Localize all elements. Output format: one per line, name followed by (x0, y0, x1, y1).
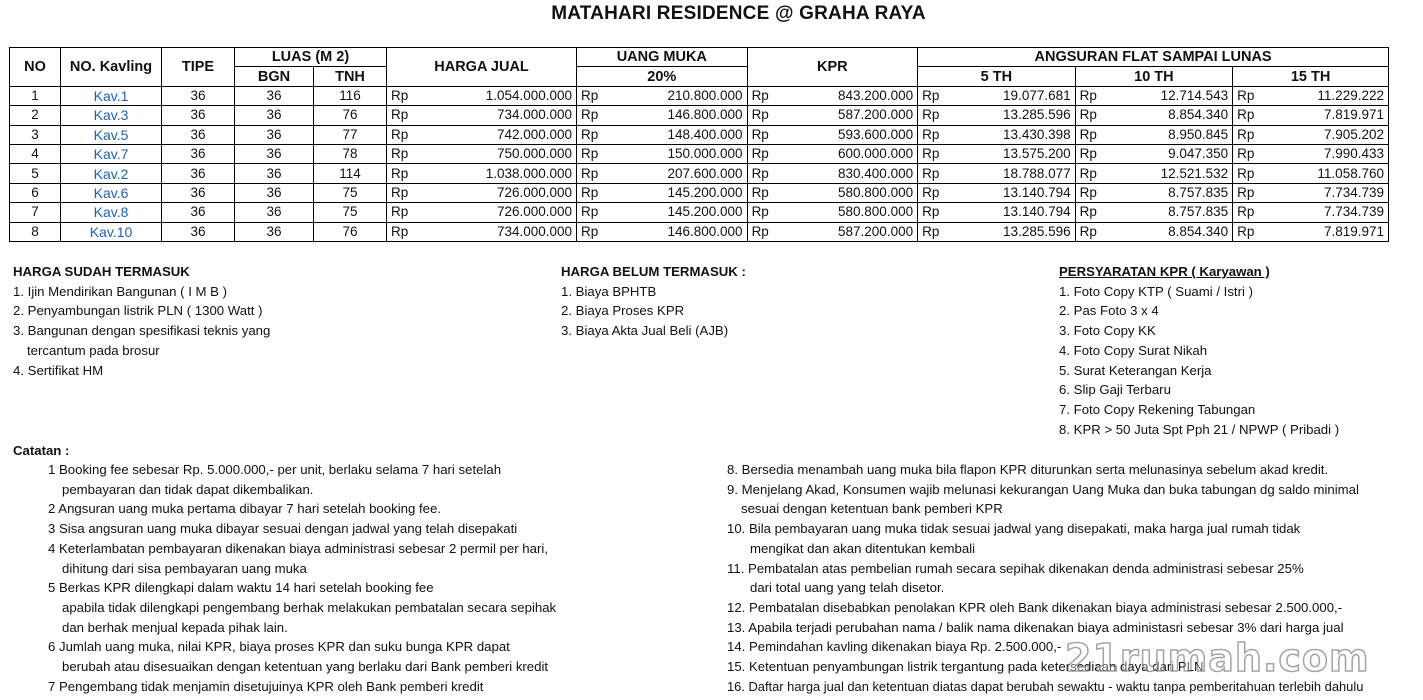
currency-label: Rp (747, 144, 773, 163)
table-row (10, 86, 1389, 105)
currency-label: Rp (747, 164, 773, 183)
col-10th: 10 TH (1075, 67, 1233, 86)
currency-label: Rp (918, 86, 944, 105)
note-line: apabila tidak dilengkapi pengembang berhak melakukan pembatalan secara sepihak (62, 599, 557, 615)
row-kavling: Kav.7 (61, 144, 162, 163)
row-dp: 145.200.000 (602, 203, 747, 222)
row-no: 3 (10, 125, 61, 144)
col-tipe: TIPE (162, 48, 235, 87)
row-kpr: 580.800.000 (773, 203, 918, 222)
row-a10: 9.047.350 (1101, 144, 1233, 163)
row-harga: 1.038.000.000 (412, 164, 576, 183)
currency-label: Rp (747, 125, 773, 144)
col-angsuran: ANGSURAN FLAT SAMPAI LUNAS (918, 48, 1389, 67)
note-line: 8. Bersedia menambah uang muka bila flapon KPR diturunkan serta melunasinya sebelum akad kredit. (727, 462, 1329, 477)
note-line: pembayaran dan tidak dapat dikembalikan. (62, 481, 314, 497)
currency-label: Rp (918, 203, 944, 222)
row-dp: 210.800.000 (602, 86, 747, 105)
price-table (9, 47, 1389, 242)
row-tipe: 36 (162, 144, 235, 163)
note-line: 9. Menjelang Akad, Konsumen wajib melunasi kekurangan Uang Muka dan buka tabungan dg saldo minimal (727, 481, 1359, 497)
row-a15: 7.990.433 (1258, 144, 1388, 163)
list-item: 4. Sertifikat HM (13, 362, 104, 378)
row-tnh: 78 (314, 144, 387, 163)
row-bgn: 36 (235, 86, 314, 105)
harga-belum (561, 262, 746, 341)
col-5th: 5 TH (918, 67, 1076, 86)
table-row (10, 106, 1389, 125)
catatan-heading-wrap (13, 441, 69, 461)
row-harga: 750.000.000 (412, 144, 576, 163)
row-kpr: 600.000.000 (773, 144, 918, 163)
row-no: 7 (10, 203, 61, 222)
row-tipe: 36 (162, 164, 235, 183)
list-item: tercantum pada brosur (27, 342, 160, 358)
row-no: 6 (10, 183, 61, 202)
row-kpr: 830.400.000 (773, 164, 918, 183)
note-line: dihitung dari sisa pembayaran uang muka (62, 560, 307, 576)
note-line: 4 Keterlambatan pembayaran dikenakan biaya administrasi sebesar 2 permil per hari, (48, 540, 548, 556)
harga-termasuk-heading: HARGA SUDAH TERMASUK (13, 264, 190, 279)
row-tnh: 114 (314, 164, 387, 183)
currency-label: Rp (747, 106, 773, 125)
row-kavling: Kav.8 (61, 203, 162, 222)
currency-label: Rp (577, 106, 603, 125)
note-line: 16. Daftar harga jual dan ketentuan diatas dapat berubah sewaktu - waktu tanpa pemberitahuan terlebih dahulu (727, 678, 1364, 694)
row-a5: 13.575.200 (943, 144, 1075, 163)
row-a15: 11.058.760 (1258, 164, 1388, 183)
currency-label: Rp (1233, 183, 1259, 202)
row-harga: 726.000.000 (412, 183, 576, 202)
row-kavling: Kav.3 (61, 106, 162, 125)
row-tnh: 75 (314, 183, 387, 202)
currency-label: Rp (1233, 164, 1259, 183)
note-line: dari total uang yang telah disetor. (750, 580, 945, 596)
col-kpr: KPR (747, 48, 918, 87)
currency-label: Rp (1075, 222, 1101, 241)
row-a15: 7.819.971 (1258, 106, 1388, 125)
list-item: 2. Biaya Proses KPR (561, 303, 685, 319)
note-line: 11. Pembatalan atas pembelian rumah secara sepihak dikenakan denda administrasi sebesar 25% (727, 560, 1304, 576)
row-tnh: 77 (314, 125, 387, 144)
list-item: 3. Bangunan dengan spesifikasi teknis yang (13, 323, 271, 339)
note-line: 7 Pengembang tidak menjamin disetujuinya KPR oleh Bank pemberi kredit (48, 678, 484, 694)
currency-label: Rp (1075, 203, 1101, 222)
currency-label: Rp (577, 183, 603, 202)
row-a10: 8.854.340 (1101, 222, 1233, 241)
list-item: 1. Foto Copy KTP ( Suami / Istri ) (1059, 283, 1253, 299)
row-a15: 11.229.222 (1258, 86, 1388, 105)
note-line: 1 Booking fee sebesar Rp. 5.000.000,- per unit, berlaku selama 7 hari setelah (48, 462, 502, 477)
row-dp: 146.800.000 (602, 222, 747, 241)
col-uang-muka-pct: 20% (577, 67, 748, 86)
currency-label: Rp (1233, 125, 1259, 144)
row-a15: 7.905.202 (1258, 125, 1388, 144)
row-no: 2 (10, 106, 61, 125)
currency-label: Rp (747, 183, 773, 202)
currency-label: Rp (747, 222, 773, 241)
note-line: mengikat dan akan ditentukan kembali (750, 540, 976, 556)
list-item: 6. Slip Gaji Terbaru (1059, 382, 1171, 398)
currency-label: Rp (387, 203, 413, 222)
note-line: 13. Apabila terjadi perubahan nama / balik nama dikenakan biaya administasri sebesar 3% dari harga jual (727, 619, 1344, 635)
row-kpr: 843.200.000 (773, 86, 918, 105)
row-bgn: 36 (235, 106, 314, 125)
row-bgn: 36 (235, 144, 314, 163)
catatan-left (48, 460, 556, 696)
row-no: 1 (10, 86, 61, 105)
currency-label: Rp (747, 203, 773, 222)
row-dp: 146.800.000 (602, 106, 747, 125)
table-row (10, 183, 1389, 202)
row-tipe: 36 (162, 222, 235, 241)
list-item: 1. Biaya BPHTB (561, 283, 657, 299)
note-line: berubah atau disesuaikan dengan ketentuan yang berlaku dari Bank pemberi kredit (62, 659, 549, 675)
row-bgn: 36 (235, 203, 314, 222)
row-tipe: 36 (162, 106, 235, 125)
row-bgn: 36 (235, 125, 314, 144)
currency-label: Rp (1075, 125, 1101, 144)
row-a15: 7.819.971 (1258, 222, 1388, 241)
col-15th: 15 TH (1233, 67, 1389, 86)
row-kavling: Kav.6 (61, 183, 162, 202)
note-line: 5 Berkas KPR dilengkapi dalam waktu 14 hari setelah booking fee (48, 580, 434, 596)
currency-label: Rp (387, 183, 413, 202)
row-a15: 7.734.739 (1258, 183, 1388, 202)
currency-label: Rp (577, 144, 603, 163)
row-a5: 13.140.794 (943, 203, 1075, 222)
currency-label: Rp (918, 164, 944, 183)
currency-label: Rp (918, 144, 944, 163)
persyaratan-kpr (1059, 262, 1339, 439)
note-line: 14. Pemindahan kavling dikenakan biaya Rp. 2.500.000,- (727, 639, 1062, 655)
harga-belum-heading: HARGA BELUM TERMASUK : (561, 264, 746, 279)
row-a15: 7.734.739 (1258, 203, 1388, 222)
table-row (10, 144, 1389, 163)
row-kavling: Kav.1 (61, 86, 162, 105)
table-row (10, 203, 1389, 222)
row-harga: 734.000.000 (412, 222, 576, 241)
currency-label: Rp (387, 144, 413, 163)
currency-label: Rp (387, 106, 413, 125)
col-harga-jual: HARGA JUAL (387, 48, 577, 87)
list-item: 1. Ijin Mendirikan Bangunan ( I M B ) (13, 283, 228, 299)
table-row (10, 222, 1389, 241)
row-harga: 726.000.000 (412, 203, 576, 222)
row-a5: 18.788.077 (943, 164, 1075, 183)
table-row (10, 164, 1389, 183)
currency-label: Rp (387, 222, 413, 241)
watermark: 21rumah.com (1065, 636, 1370, 680)
row-bgn: 36 (235, 183, 314, 202)
row-a5: 19.077.681 (943, 86, 1075, 105)
row-a10: 12.714.543 (1101, 86, 1233, 105)
row-kavling: Kav.2 (61, 164, 162, 183)
currency-label: Rp (1075, 144, 1101, 163)
row-a5: 13.285.596 (943, 222, 1075, 241)
list-item: 2. Pas Foto 3 x 4 (1059, 303, 1159, 319)
currency-label: Rp (577, 164, 603, 183)
currency-label: Rp (747, 86, 773, 105)
note-line: 10. Bila pembayaran uang muka tidak sesuai jadwal yang disepakati, maka harga jual rumah tidak (727, 521, 1301, 537)
row-dp: 148.400.000 (602, 125, 747, 144)
row-bgn: 36 (235, 222, 314, 241)
row-tnh: 116 (314, 86, 387, 105)
row-no: 4 (10, 144, 61, 163)
currency-label: Rp (918, 183, 944, 202)
note-line: 3 Sisa angsuran uang muka dibayar sesuai dengan jadwal yang telah disepakati (48, 521, 518, 537)
row-tipe: 36 (162, 125, 235, 144)
currency-label: Rp (918, 222, 944, 241)
note-line: sesuai dengan ketentuan bank pemberi KPR (741, 501, 1003, 517)
row-no: 8 (10, 222, 61, 241)
currency-label: Rp (387, 86, 413, 105)
currency-label: Rp (577, 125, 603, 144)
row-kavling: Kav.5 (61, 125, 162, 144)
row-kpr: 587.200.000 (773, 222, 918, 241)
note-line: 15. Ketentuan penyambungan listrik tergantung pada ketersediaan daya dari PLN (727, 659, 1204, 675)
row-a10: 12.521.532 (1101, 164, 1233, 183)
persyaratan-heading: PERSYARATAN KPR ( Karyawan ) (1059, 264, 1270, 279)
currency-label: Rp (387, 125, 413, 144)
row-dp: 145.200.000 (602, 183, 747, 202)
currency-label: Rp (1233, 222, 1259, 241)
row-harga: 1.054.000.000 (412, 86, 576, 105)
row-bgn: 36 (235, 164, 314, 183)
harga-termasuk (13, 262, 270, 380)
row-tipe: 36 (162, 203, 235, 222)
currency-label: Rp (1075, 164, 1101, 183)
row-a5: 13.140.794 (943, 183, 1075, 202)
col-luas: LUAS (M 2) (235, 48, 387, 67)
list-item: 4. Foto Copy Surat Nikah (1059, 342, 1208, 358)
currency-label: Rp (577, 86, 603, 105)
list-item: 3. Foto Copy KK (1059, 323, 1156, 339)
row-harga: 742.000.000 (412, 125, 576, 144)
row-tnh: 76 (314, 222, 387, 241)
row-kpr: 587.200.000 (773, 106, 918, 125)
row-a10: 8.757.835 (1101, 183, 1233, 202)
currency-label: Rp (577, 222, 603, 241)
col-tnh: TNH (314, 67, 387, 86)
currency-label: Rp (1075, 86, 1101, 105)
row-dp: 207.600.000 (602, 164, 747, 183)
row-harga: 734.000.000 (412, 106, 576, 125)
row-a10: 8.757.835 (1101, 203, 1233, 222)
row-tipe: 36 (162, 183, 235, 202)
list-item: 8. KPR > 50 Juta Spt Pph 21 / NPWP ( Pribadi ) (1059, 421, 1340, 437)
row-kavling: Kav.10 (61, 222, 162, 241)
catatan-heading: Catatan : (13, 443, 70, 458)
list-item: 5. Surat Keterangan Kerja (1059, 362, 1212, 378)
currency-label: Rp (577, 203, 603, 222)
currency-label: Rp (387, 164, 413, 183)
col-kavling: NO. Kavling (61, 48, 162, 87)
row-a5: 13.430.398 (943, 125, 1075, 144)
currency-label: Rp (1233, 203, 1259, 222)
row-dp: 150.000.000 (602, 144, 747, 163)
list-item: 7. Foto Copy Rekening Tabungan (1059, 401, 1256, 417)
currency-label: Rp (1233, 144, 1259, 163)
row-a5: 13.285.596 (943, 106, 1075, 125)
currency-label: Rp (918, 125, 944, 144)
row-kpr: 580.800.000 (773, 183, 918, 202)
col-uang-muka: UANG MUKA (577, 48, 748, 67)
currency-label: Rp (918, 106, 944, 125)
row-tnh: 75 (314, 203, 387, 222)
list-item: 3. Biaya Akta Jual Beli (AJB) (561, 323, 729, 339)
row-tnh: 76 (314, 106, 387, 125)
page-title: MATAHARI RESIDENCE @ GRAHA RAYA (551, 3, 926, 24)
note-line: 12. Pembatalan disebabkan penolakan KPR oleh Bank dikenakan biaya administrasi sebesar 2.500.000,- (727, 599, 1343, 615)
col-no: NO (10, 48, 61, 87)
currency-label: Rp (1075, 106, 1101, 125)
note-line: dan berhak menjual kepada pihak lain. (62, 619, 288, 635)
list-item: 2. Penyambungan listrik PLN ( 1300 Watt ) (13, 303, 263, 319)
table-row (10, 125, 1389, 144)
currency-label: Rp (1233, 86, 1259, 105)
row-no: 5 (10, 164, 61, 183)
row-a10: 8.854.340 (1101, 106, 1233, 125)
currency-label: Rp (1075, 183, 1101, 202)
row-tipe: 36 (162, 86, 235, 105)
col-bgn: BGN (235, 67, 314, 86)
note-line: 6 Jumlah uang muka, nilai KPR, biaya proses KPR dan suku bunga KPR dapat (48, 639, 510, 655)
row-kpr: 593.600.000 (773, 125, 918, 144)
row-a10: 8.950.845 (1101, 125, 1233, 144)
currency-label: Rp (1233, 106, 1259, 125)
note-line: 2 Angsuran uang muka pertama dibayar 7 hari setelah booking fee. (48, 501, 441, 517)
